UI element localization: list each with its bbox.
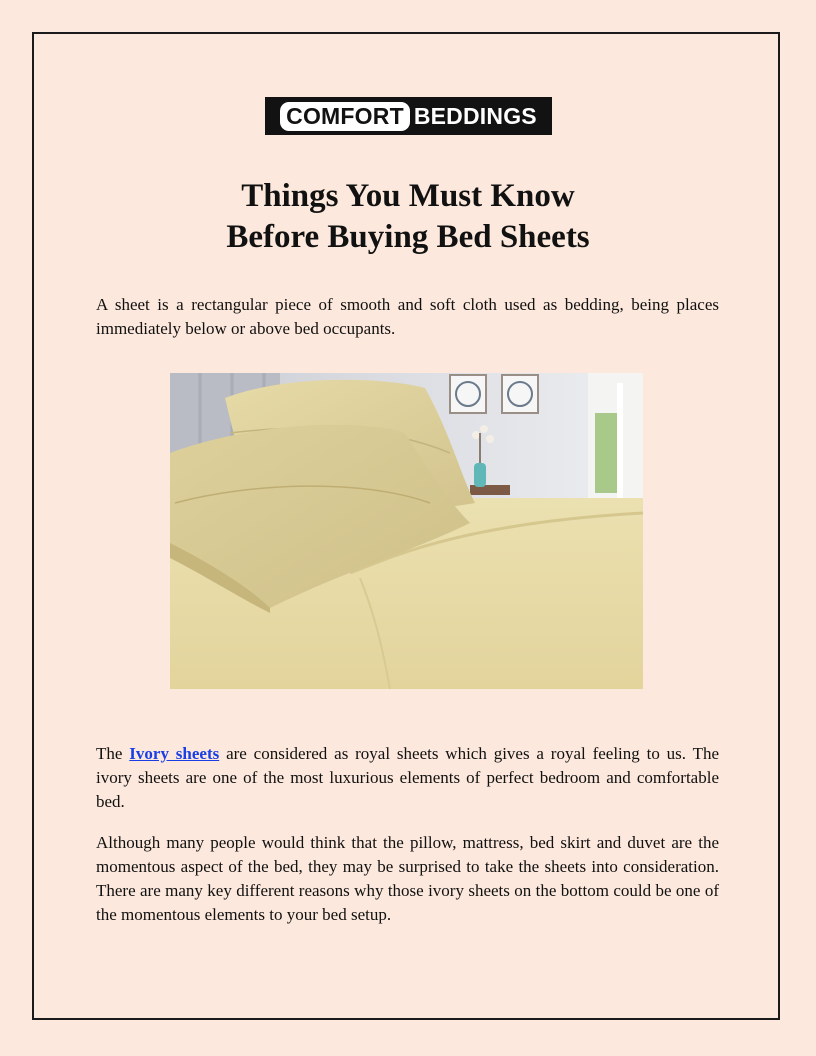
title-line-1: Things You Must Know [241, 178, 575, 214]
title-line-2: Before Buying Bed Sheets [226, 219, 590, 255]
para2-before: The [96, 744, 130, 763]
page-title [0, 176, 816, 258]
bed-sheets-photo [170, 373, 643, 689]
intro-paragraph: A sheet is a rectangular piece of smooth and soft cloth used as bedding, being places immediately below or above bed occupants. [96, 295, 719, 338]
reasons-paragraph: Although many people would think that the pillow, mattress, bed skirt and duvet are the momentous aspect of the bed, they may be surprised to take the sheets into consideration. There are many key different reasons why those ivory sheets on the bottom could be one of the momentous elements to your bed setup. [96, 833, 719, 924]
brand-logo [265, 97, 552, 135]
logo-comfort-text: COMFORT [280, 102, 410, 131]
ivory-sheets-link[interactable]: Ivory sheets [129, 744, 220, 763]
para2-after: are considered as royal sheets which gives a royal feeling to us. The ivory sheets are one of the most luxurious elements of perfect bedroom and comfortable bed. [96, 744, 720, 811]
ivory-sheets-paragraph [96, 742, 719, 814]
logo-beddings-text: BEDDINGS [413, 103, 537, 129]
